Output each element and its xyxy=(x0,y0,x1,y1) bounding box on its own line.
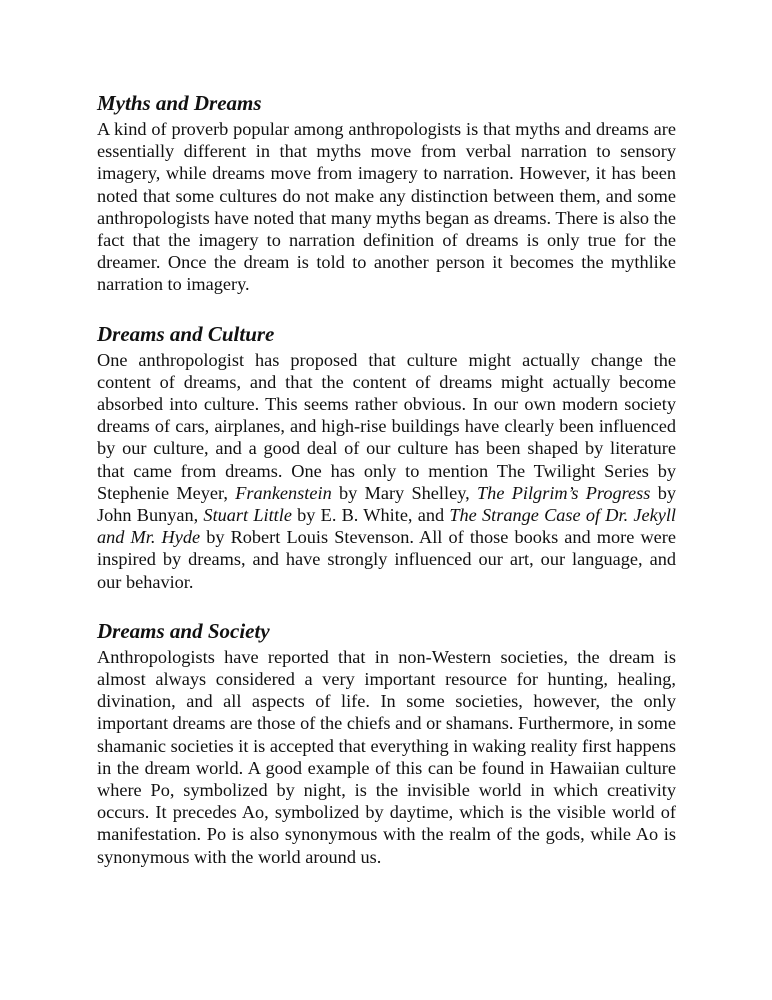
section-paragraph xyxy=(97,646,676,868)
text-run: Anthropologists have reported that in non-Western societies, the dream is almost always considered a very important resource for hunting, healing, divination, and all aspects of life. In some societies, however, the only important dreams are those of the chiefs and or shamans. Furthermore, in some shamanic societies it is accepted that everything in waking reality first happens in the dream world. A good example of this can be found in Hawaiian culture where Po, symbolized by night, is the invisible world in which creativity occurs. It precedes Ao, symbolized by daytime, which is the visible world of manifestation. Po is also synonymous with the realm of the gods, while Ao is synonymous with the world around us. xyxy=(97,646,676,867)
section-heading: Dreams and Culture xyxy=(97,321,275,346)
book-title: Stuart Little xyxy=(203,505,292,526)
text-run: by Robert Louis Stevenson. All of those books and more were inspired by dreams, and have strongly influenced our art, our language, and our behavior. xyxy=(97,527,676,592)
section-paragraph xyxy=(97,349,676,593)
section-myths-and-dreams xyxy=(97,88,676,296)
text-run: by E. B. White, and xyxy=(291,505,450,526)
section-dreams-and-society xyxy=(97,616,676,868)
text-run: by John Bunyan, xyxy=(97,482,676,526)
text-run: One anthropologist has proposed that culture might actually change the content of dreams, and that the content of dreams might actually become absorbed into culture. This seems rather obvious. In our own modern society dreams of cars, airplanes, and high-rise buildings have clearly been influenced by our culture, and a good deal of our culture has been shaped by literature that came from dreams. One has only to mention The Twilight Series by Stephenie Meyer, xyxy=(97,349,676,503)
section-paragraph xyxy=(97,118,676,296)
text-run: A kind of proverb popular among anthropologists is that myths and dreams are essentially different in that myths move from verbal narration to sensory imagery, while dreams move from imagery to narration. However, it has been noted that some cultures do not make any distinction between them, and some anthropologists have noted that many myths began as dreams. There is also the fact that the imagery to narration definition of dreams is only true for the dreamer. Once the dream is told to another person it becomes the mythlike narration to imagery. xyxy=(97,119,676,295)
book-title: The Pilgrim’s Progress xyxy=(477,482,651,503)
section-heading: Dreams and Society xyxy=(97,618,270,643)
section-dreams-and-culture xyxy=(97,319,676,593)
book-title: Frankenstein xyxy=(235,482,332,503)
book-title: The Strange Case of Dr. Jekyll and Mr. Hyde xyxy=(97,505,676,548)
section-heading: Myths and Dreams xyxy=(97,91,262,115)
text-run: by Mary Shelley, xyxy=(331,482,478,503)
